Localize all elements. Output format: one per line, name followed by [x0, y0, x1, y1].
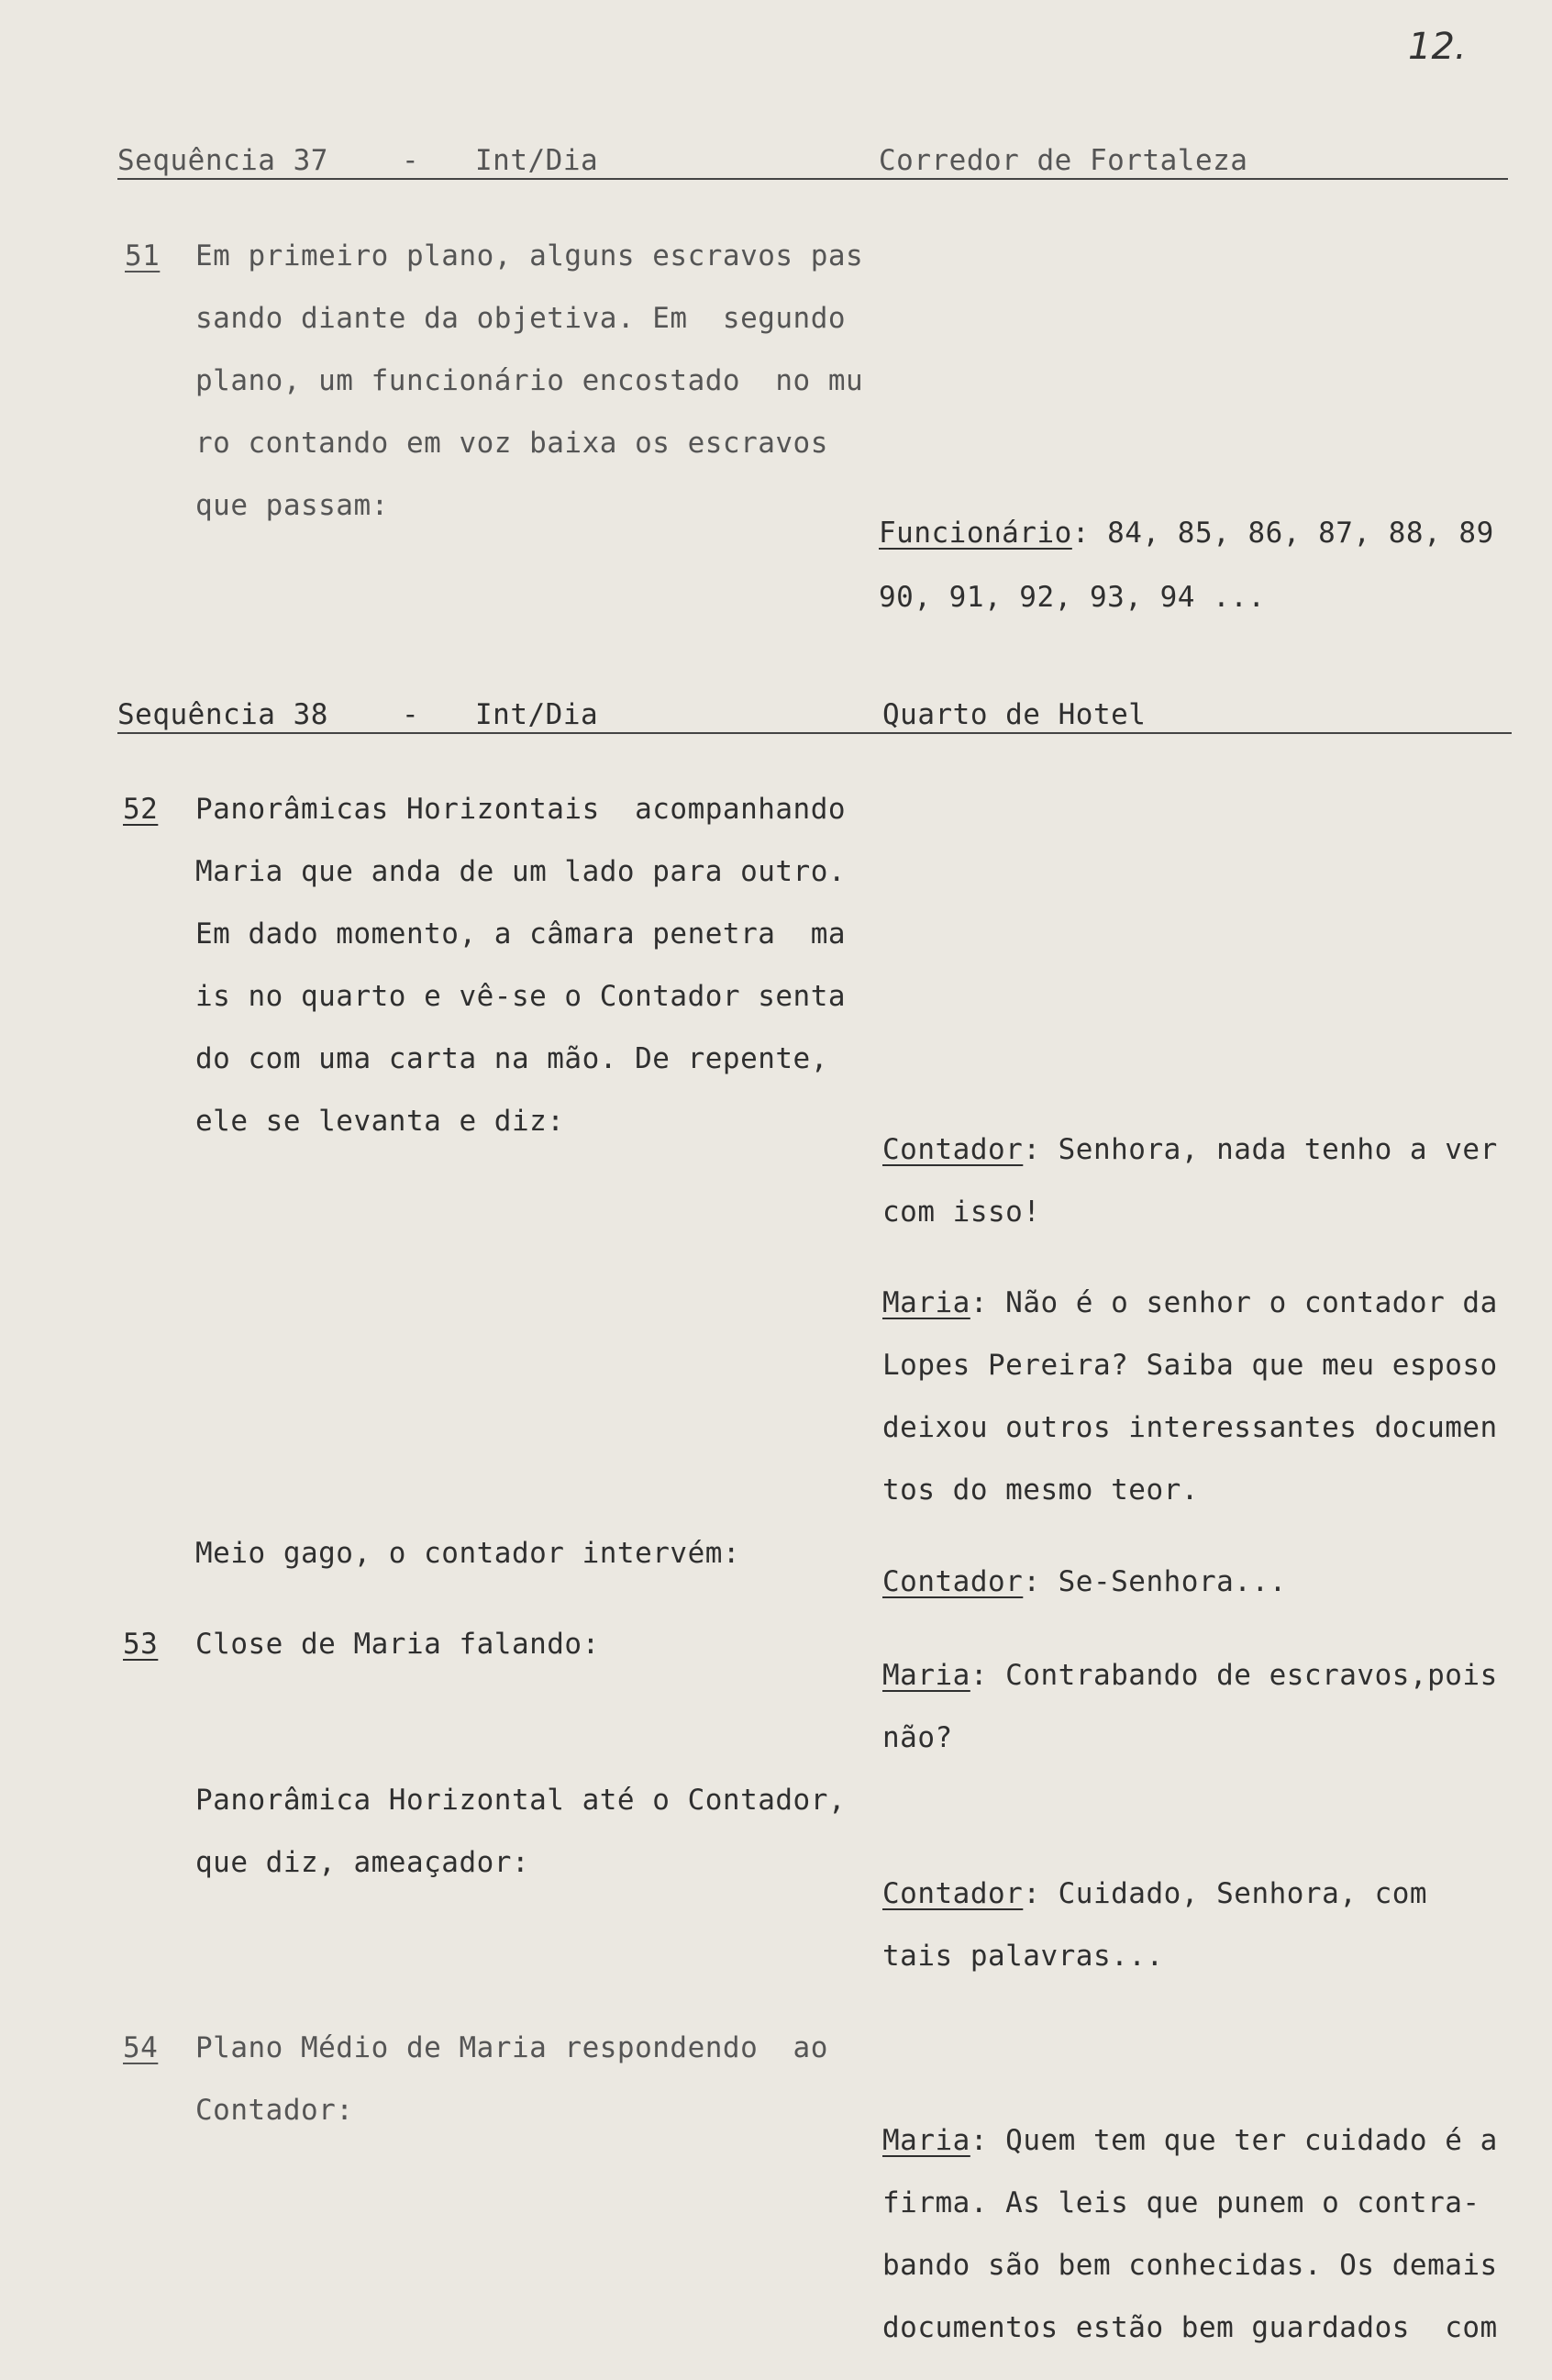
speaker-name: Funcionário: [879, 517, 1072, 550]
sequence-label: Sequência 37: [117, 144, 328, 177]
sequence-label: Sequência 38: [117, 698, 328, 731]
action-line: Meio gago, o contador intervém:: [195, 1537, 741, 1570]
sequence-place: Quarto de Hotel: [882, 698, 1147, 731]
sequence-time: Int/Dia: [475, 698, 599, 731]
action-line: sando diante da objetiva. Em segundo: [195, 302, 847, 335]
dialogue-line: [882, 1565, 1287, 1598]
shot-number: 52: [123, 793, 159, 826]
action-line: do com uma carta na mão. De repente,: [195, 1042, 828, 1075]
action-line: Close de Maria falando:: [195, 1628, 600, 1661]
dialogue-text: : Senhora, nada tenho a ver: [1023, 1133, 1498, 1166]
shot-number: 54: [123, 2031, 159, 2064]
speaker-name: Contador: [882, 1877, 1024, 1910]
dialogue-text: : Cuidado, Senhora, com: [1023, 1877, 1428, 1910]
dialogue-text: firma. As leis que punem o contra-: [882, 2186, 1480, 2219]
action-line: ele se levanta e diz:: [195, 1105, 565, 1138]
action-line: que passam:: [195, 489, 389, 522]
dialogue-text: : Não é o senhor o contador da: [970, 1286, 1498, 1319]
action-line: Contador:: [195, 2094, 354, 2127]
action-line: Em dado momento, a câmara penetra ma: [195, 918, 847, 951]
dialogue-text: não?: [882, 1721, 953, 1754]
dialogue-text: Lopes Pereira? Saiba que meu esposo: [882, 1349, 1498, 1382]
dialogue-text: com isso!: [882, 1196, 1041, 1229]
dialogue-line: [882, 1877, 1428, 1910]
dialogue-text: : Se-Senhora...: [1023, 1565, 1287, 1598]
shot-number: 51: [125, 239, 161, 272]
shot-number: 53: [123, 1628, 159, 1661]
dialogue-line: [882, 1286, 1498, 1319]
speaker-name: Contador: [882, 1565, 1024, 1598]
sequence-dash: -: [402, 144, 420, 177]
dialogue-block: [879, 519, 1494, 548]
dialogue-text: : 84, 85, 86, 87, 88, 89: [1071, 517, 1494, 550]
action-line: Em primeiro plano, alguns escravos pas: [195, 239, 864, 272]
action-line: plano, um funcionário encostado no mu: [195, 364, 864, 397]
speaker-name: Contador: [882, 1133, 1024, 1166]
action-line: Plano Médio de Maria respondendo ao: [195, 2031, 828, 2064]
action-line: Panorâmicas Horizontais acompanhando: [195, 793, 847, 826]
dialogue-text: tais palavras...: [882, 1940, 1164, 1973]
dialogue-text: : Quem tem que ter cuidado é a: [970, 2124, 1498, 2157]
dialogue-line: [882, 2124, 1498, 2157]
header-rule: [117, 178, 1508, 180]
dialogue-text: tos do mesmo teor.: [882, 1474, 1199, 1507]
dialogue-text: 90, 91, 92, 93, 94 ...: [879, 581, 1266, 614]
speaker-name: Maria: [882, 2124, 970, 2157]
action-line: ro contando em voz baixa os escravos: [195, 427, 828, 460]
dialogue-text: deixou outros interessantes documen: [882, 1411, 1498, 1444]
sequence-place: Corredor de Fortaleza: [879, 144, 1248, 177]
sequence-time: Int/Dia: [475, 144, 599, 177]
action-line: Maria que anda de um lado para outro.: [195, 855, 847, 888]
dialogue-text: documentos estão bem guardados com: [882, 2311, 1498, 2344]
dialogue-line: [882, 1133, 1498, 1166]
speaker-name: Maria: [882, 1659, 970, 1692]
sequence-dash: -: [402, 698, 420, 731]
dialogue-line: [882, 1659, 1498, 1692]
action-line: is no quarto e vê-se o Contador senta: [195, 980, 847, 1013]
page-number: 12.: [1408, 26, 1467, 68]
action-line: que diz, ameaçador:: [195, 1846, 530, 1879]
dialogue-text: : Contrabando de escravos,pois: [970, 1659, 1498, 1692]
action-line: Panorâmica Horizontal até o Contador,: [195, 1784, 847, 1817]
speaker-name: Maria: [882, 1286, 970, 1319]
dialogue-text: bando são bem conhecidas. Os demais: [882, 2249, 1498, 2282]
header-rule: [117, 732, 1512, 734]
